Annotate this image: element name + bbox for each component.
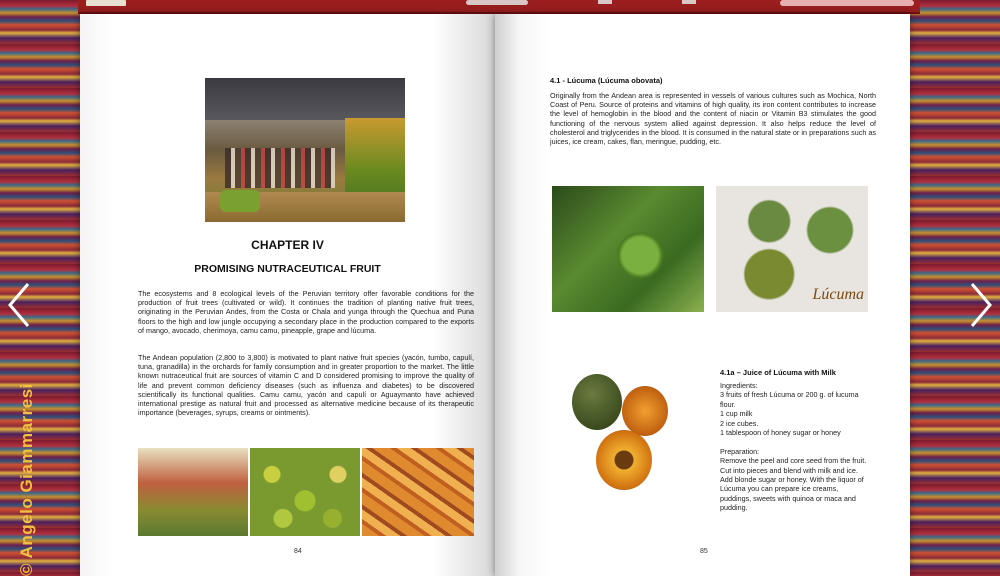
toolbar-control[interactable] (466, 0, 528, 5)
recipe-line (720, 437, 870, 446)
chapter-heading: CHAPTER IV (251, 238, 324, 252)
page-right[interactable] (495, 14, 910, 576)
recipe-line: 2 ice cubes. (720, 418, 759, 428)
recipe-line: 1 cup milk (720, 409, 753, 419)
photo-caption: Lúcuma (812, 286, 864, 303)
next-page-button[interactable] (966, 280, 996, 330)
page-left[interactable] (80, 14, 495, 576)
lucuma-fruit-photo (716, 186, 868, 312)
recipe-line: 3 fruits of fresh Lúcuma or 200 g. of lucuma flour. (720, 390, 859, 409)
recipe-line: 1 tablespoon of honey sugar or honey (720, 428, 841, 438)
chevron-left-icon (4, 280, 34, 330)
page-number: 85 (700, 548, 708, 555)
recipe-line: Remove the peel and core seed from the fruit. Cut into pieces and blend with milk and ice. Add blonde sugar or honey. With the liquor of Lúcuma you can prepare ice creams, puddings, sweets with quinoa or maca and pudding. (720, 456, 867, 513)
chapter-subtitle: PROMISING NUTRACEUTICAL FRUIT (194, 263, 381, 275)
recipe-line: Ingredients: (720, 381, 758, 390)
starfruit-photo (362, 448, 474, 536)
recipe-title: 4.1a – Juice of Lúcuma with Milk (720, 368, 836, 377)
toolbar-button[interactable] (780, 0, 914, 6)
watermark-credit: © Angelo Giammarresi (17, 383, 36, 576)
section-title: 4.1 - Lúcuma (Lúcuma obovata) (550, 76, 663, 85)
paragraph: Originally from the Andean area is represented in vessels of various cultures such as Mochica, North Coast of Peru. Source of proteins and vitamins of high quality, its iron content contributes to increase the level of hemoglobin in the blood and the content of niacin or Vitamin B3 stimulates the good functioning of the nervous system allied against depression. It also helps reduce the level of cholesterol and triglycerides in the blood. It is consumed in the natural state or in preparations such as juices, ice cream, cakes, flan, meringue, pudding, etc. (550, 91, 876, 147)
fruit-crates-photo (250, 448, 360, 536)
logo[interactable] (86, 0, 126, 6)
flipbook (80, 14, 910, 576)
paragraph: The Andean population (2,800 to 3,800) is motivated to plant native fruit species (yacón, tumbo, capulí, tuna, granadilla) in the orchards for family consumption and in greater proportion to the market. The little known nutraceutical fruit are sources of vitamin C and D considered promising to improve the quality of life and prevent common deficiency diseases (such as influenza and diabetes) to be discovered scientifically its functional qualities. Camu camu, yacón and capulí or Aguaymanto have achieved international prestige as natural fruit and processed as alternative medicine because of its therapeutic importance (beverages, syrups, creams or ointments). (138, 353, 474, 418)
recipe-line: Preparation: (720, 446, 760, 456)
prev-page-button[interactable] (4, 280, 34, 330)
viewer-toolbar (78, 0, 920, 14)
paragraph: The ecosystems and 8 ecological levels of the Peruvian territory offer favorable conditions for the production of fruit trees (cultivated or wild). It continues the tradition of planting native fruit trees, originating in the Peruvian Andes, from the Costa or Chala and yunga through the Quechua and Puna floors to the high and low jungle occupying a secondary place in the production compared to the exports of mango, avocado, cherimoya, camu camu, pineapple, grape and lúcuma. (138, 289, 474, 335)
chevron-right-icon (966, 280, 996, 330)
page-number: 84 (294, 548, 302, 555)
recipe-text (720, 381, 870, 513)
lucuma-cut-fruit-photo (570, 374, 680, 504)
toolbar-icon[interactable] (598, 0, 612, 4)
lucuma-tree-photo (552, 186, 704, 312)
toolbar-icon[interactable] (682, 0, 696, 4)
market-stall-photo (138, 448, 248, 536)
market-photo (205, 78, 405, 222)
